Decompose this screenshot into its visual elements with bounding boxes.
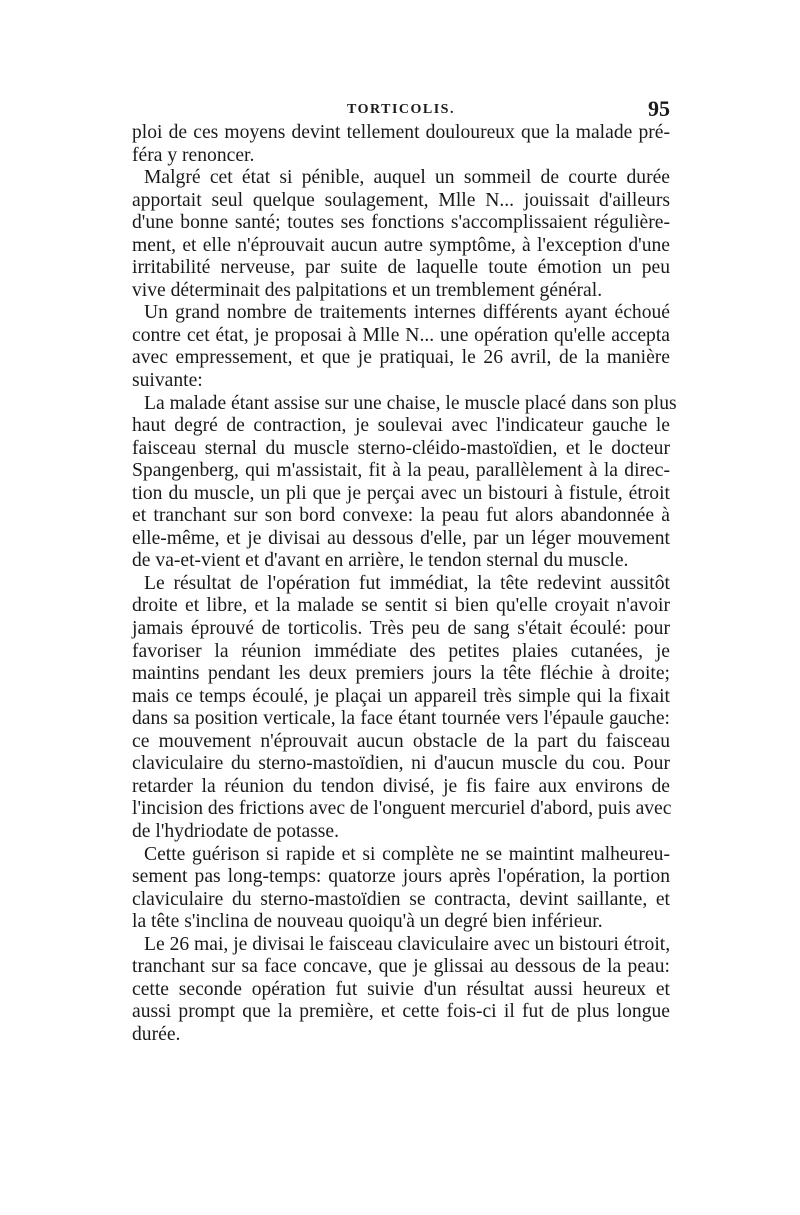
text-line: aussi prompt que la première, et cette fois-ci il fut de plus longue bbox=[132, 1001, 670, 1023]
text-line: de l'hydriodate de potasse. bbox=[132, 820, 340, 842]
text-line: Le résultat de l'opération fut immédiat, la tête redevint aussitôt bbox=[144, 572, 670, 594]
text-line: elle-même, et je divisai au dessous d'elle, par un léger mouvement bbox=[132, 527, 670, 549]
text-body bbox=[132, 122, 677, 1046]
text-line: féra y renoncer. bbox=[132, 144, 255, 166]
book-page bbox=[132, 92, 677, 1046]
text-line: jamais éprouvé de torticolis. Très peu de sang s'était écoulé: pour bbox=[132, 618, 670, 640]
text-line: Un grand nombre de traitements internes différents ayant échoué bbox=[144, 302, 670, 324]
text-line: sement pas long-temps: quatorze jours après l'opération, la portion bbox=[132, 866, 670, 888]
page-number: 95 bbox=[648, 96, 670, 121]
text-line: vive déterminait des palpitations et un tremblement général. bbox=[132, 279, 603, 301]
text-line: claviculaire du sterno-mastoïdien se contracta, devint saillante, et bbox=[132, 888, 670, 910]
text-line: La malade étant assise sur une chaise, le muscle placé dans son plus bbox=[144, 392, 677, 414]
text-line: apportait seul quelque soulagement, Mlle N... jouissait d'ailleurs bbox=[132, 189, 670, 211]
text-line: maintins pendant les deux premiers jours la tête fléchie à droite; bbox=[132, 663, 670, 685]
text-line: ploi de ces moyens devint tellement douloureux que la malade pré- bbox=[132, 122, 670, 143]
text-line: suivante: bbox=[132, 370, 203, 392]
text-line: tion du muscle, un pli que je perçai avec un bistouri à fistule, étroit bbox=[132, 482, 670, 504]
paragraph-7 bbox=[132, 934, 670, 1047]
text-line: contre cet état, je proposai à Mlle N... une opération qu'elle accepta bbox=[132, 324, 670, 346]
text-line: faisceau sternal du muscle sterno-cléido-mastoïdien, et le docteur bbox=[132, 437, 670, 459]
text-line: de va-et-vient et d'avant en arrière, le tendon sternal du muscle. bbox=[132, 550, 629, 572]
text-line: retarder la réunion du tendon divisé, je fis faire aux environs de bbox=[132, 775, 670, 797]
text-line: la tête s'inclina de nouveau quoiqu'à un degré bien inférieur. bbox=[132, 911, 603, 933]
text-line: tranchant sur sa face concave, que je glissai au dessous de la peau: bbox=[132, 956, 670, 978]
text-line: cette seconde opération fut suivie d'un résultat aussi heureux et bbox=[132, 978, 670, 1000]
paragraph-6 bbox=[132, 844, 670, 934]
paragraph-5 bbox=[132, 573, 670, 844]
text-line: claviculaire du sterno-mastoïdien, ni d'aucun muscle du cou. Pour bbox=[132, 753, 670, 775]
text-line: favoriser la réunion immédiate des petites plaies cutanées, je bbox=[132, 640, 670, 662]
text-line: ce mouvement n'éprouvait aucun obstacle de la part du faisceau bbox=[132, 730, 670, 752]
paragraph-3 bbox=[132, 302, 670, 392]
running-title: TORTICOLIS. bbox=[347, 102, 455, 117]
text-line: d'une bonne santé; toutes ses fonctions s'accomplissaient régulière- bbox=[132, 212, 670, 234]
text-line: droite et libre, et la malade se sentit si bien qu'elle croyait n'avoir bbox=[132, 595, 670, 617]
text-line: durée. bbox=[132, 1023, 181, 1045]
text-line: dans sa position verticale, la face étant tournée vers l'épaule gauche: bbox=[132, 708, 670, 730]
text-line: avec empressement, et que je pratiquai, le 26 avril, de la manière bbox=[132, 347, 670, 369]
text-line: Malgré cet état si pénible, auquel un sommeil de courte durée bbox=[144, 167, 670, 189]
paragraph-1 bbox=[132, 122, 670, 167]
paragraph-4 bbox=[132, 392, 677, 573]
text-line: l'incision des frictions avec de l'onguent mercuriel d'abord, puis avec bbox=[132, 798, 672, 820]
text-line: mais ce temps écoulé, je plaçai un appareil très simple qui la fixait bbox=[132, 685, 670, 707]
text-line: irritabilité nerveuse, par suite de laquelle toute émotion un peu bbox=[132, 257, 670, 279]
text-line: Spangenberg, qui m'assistait, fit à la peau, parallèlement à la direc- bbox=[132, 460, 670, 482]
text-line: et tranchant sur son bord convexe: la peau fut alors abandonnée à bbox=[132, 505, 670, 527]
text-line: Cette guérison si rapide et si complète ne se maintint malheureu- bbox=[144, 843, 670, 865]
text-line: haut degré de contraction, je soulevai avec l'indicateur gauche le bbox=[132, 415, 670, 437]
text-line: ment, et elle n'éprouvait aucun autre symptôme, à l'exception d'une bbox=[132, 234, 670, 256]
paragraph-2 bbox=[132, 167, 670, 302]
text-line: Le 26 mai, je divisai le faisceau claviculaire avec un bistouri étroit, bbox=[144, 933, 671, 955]
page-header bbox=[132, 92, 670, 122]
